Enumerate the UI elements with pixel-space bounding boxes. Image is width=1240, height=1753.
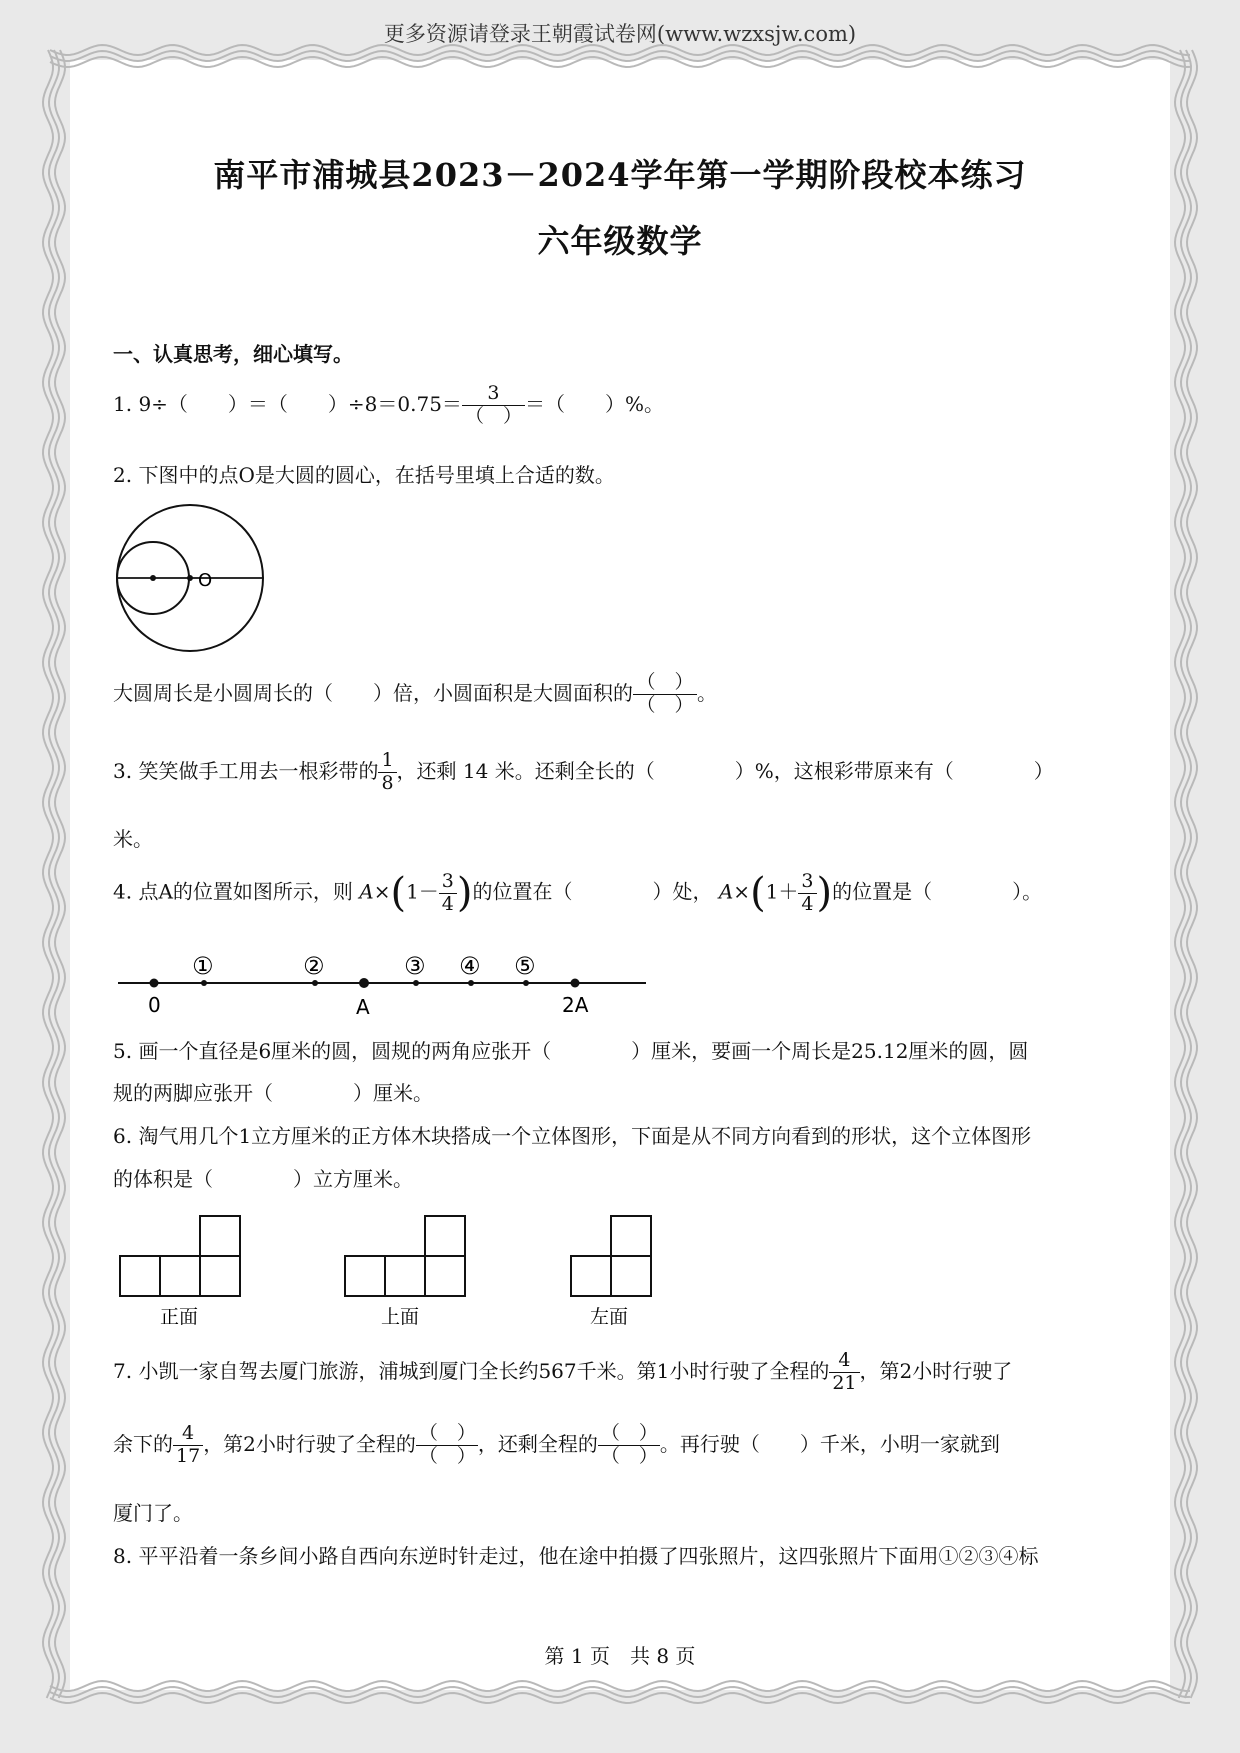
fraction: $\frac{1}{8}$ — [378, 750, 396, 795]
numberline-label-a: A — [356, 995, 370, 1019]
marker-3: ③ — [404, 952, 426, 980]
numberline-label-0: 0 — [148, 993, 161, 1017]
watermark: 更多资源请登录王朝霞试卷网(www.wzxsjw.com) — [383, 22, 857, 46]
section-heading: 一、认真思考，细心填写。 — [113, 342, 353, 366]
page-footer: 第 1 页 共 8 页 — [544, 1644, 696, 1668]
view-top-label: 上面 — [381, 1306, 420, 1328]
marker-2: ② — [303, 952, 325, 980]
fraction: $\frac{( )}{( )}$ — [416, 1423, 478, 1468]
question-3: 3. 笑笑做手工用去一根彩带的 $\frac{1}{8}$ ，还剩 14 米。还剩全长的（ ）%，这根彩带原来有（ ） — [113, 749, 1054, 794]
view-left-label: 左面 — [590, 1306, 629, 1328]
fraction: $\frac{( )}{( )}$ — [598, 1423, 660, 1468]
question-2: 2. 下图中的点O是大圆的圆心，在括号里填上合适的数。 — [113, 463, 615, 487]
fraction: $\frac{( )}{( )}$ — [633, 672, 697, 717]
fraction: $\frac{4}{21}$ — [829, 1350, 859, 1395]
marker-5: ⑤ — [514, 952, 536, 980]
exam-subtitle: 六年级数学 — [537, 222, 703, 260]
view-front-label: 正面 — [160, 1306, 199, 1328]
question-2-answer: 大圆周长是小圆周长的（ ）倍，小圆面积是大圆面积的 $\frac{( )}{( )}$ 。 — [113, 671, 717, 716]
fraction: $\frac{3}{( )}$ — [462, 383, 525, 428]
numberline-label-2a: 2A — [562, 993, 589, 1017]
center-o-label: O — [198, 570, 213, 591]
circles-diagram — [112, 500, 272, 656]
question-4: 4. 点A的位置如图所示，则 A×(1－ $\frac{3}{4}$ )的位置在（ ）处， A×(1＋ $\frac{3}{4}$ )的位置是（ ）。 — [113, 869, 1043, 916]
exam-title: 南平市浦城县2023－2024学年第一学期阶段校本练习 — [213, 156, 1027, 194]
number-line — [110, 940, 650, 1020]
question-7: 7. 小凯一家自驾去厦门旅游，浦城到厦门全长约567千米。第1小时行驶了全程的 $\frac{4}{21}$ ，第2小时行驶了 — [113, 1349, 1013, 1394]
question-6-line2: 的体积是（ ）立方厘米。 — [113, 1167, 413, 1191]
three-views-diagram — [110, 1210, 670, 1330]
question-5: 5. 画一个直径是6厘米的圆，圆规的两角应张开（ ）厘米，要画一个周长是25.12厘米的圆，圆 — [113, 1039, 1029, 1063]
fraction: $\frac{3}{4}$ — [798, 871, 816, 916]
question-5-line2: 规的两脚应张开（ ）厘米。 — [113, 1081, 433, 1105]
question-6: 6. 淘气用几个1立方厘米的正方体木块搭成一个立体图形，下面是从不同方向看到的形状，这个立体图形 — [113, 1124, 1032, 1148]
question-1: 1. 9÷（ ）＝（ ）÷8＝0.75＝ $\frac{3}{( )}$ ＝（ ）%。 — [113, 382, 664, 427]
question-8: 8. 平平沿着一条乡间小路自西向东逆时针走过，他在途中拍摄了四张照片，这四张照片下面用①②③④标 — [113, 1544, 1039, 1568]
question-7-line2: 余下的 $\frac{4}{17}$ ，第2小时行驶了全程的 $\frac{( )}{( )}$ ，还剩全程的 $\frac{( )}{( )}$ 。再行驶（ ）千米，小明一家就到 — [113, 1422, 1000, 1467]
fraction: $\frac{3}{4}$ — [439, 871, 457, 916]
question-3-line2: 米。 — [113, 827, 153, 851]
marker-4: ④ — [459, 952, 481, 980]
marker-1: ① — [192, 952, 214, 980]
question-7-line3: 厦门了。 — [113, 1501, 193, 1525]
fraction: $\frac{4}{17}$ — [173, 1423, 203, 1468]
